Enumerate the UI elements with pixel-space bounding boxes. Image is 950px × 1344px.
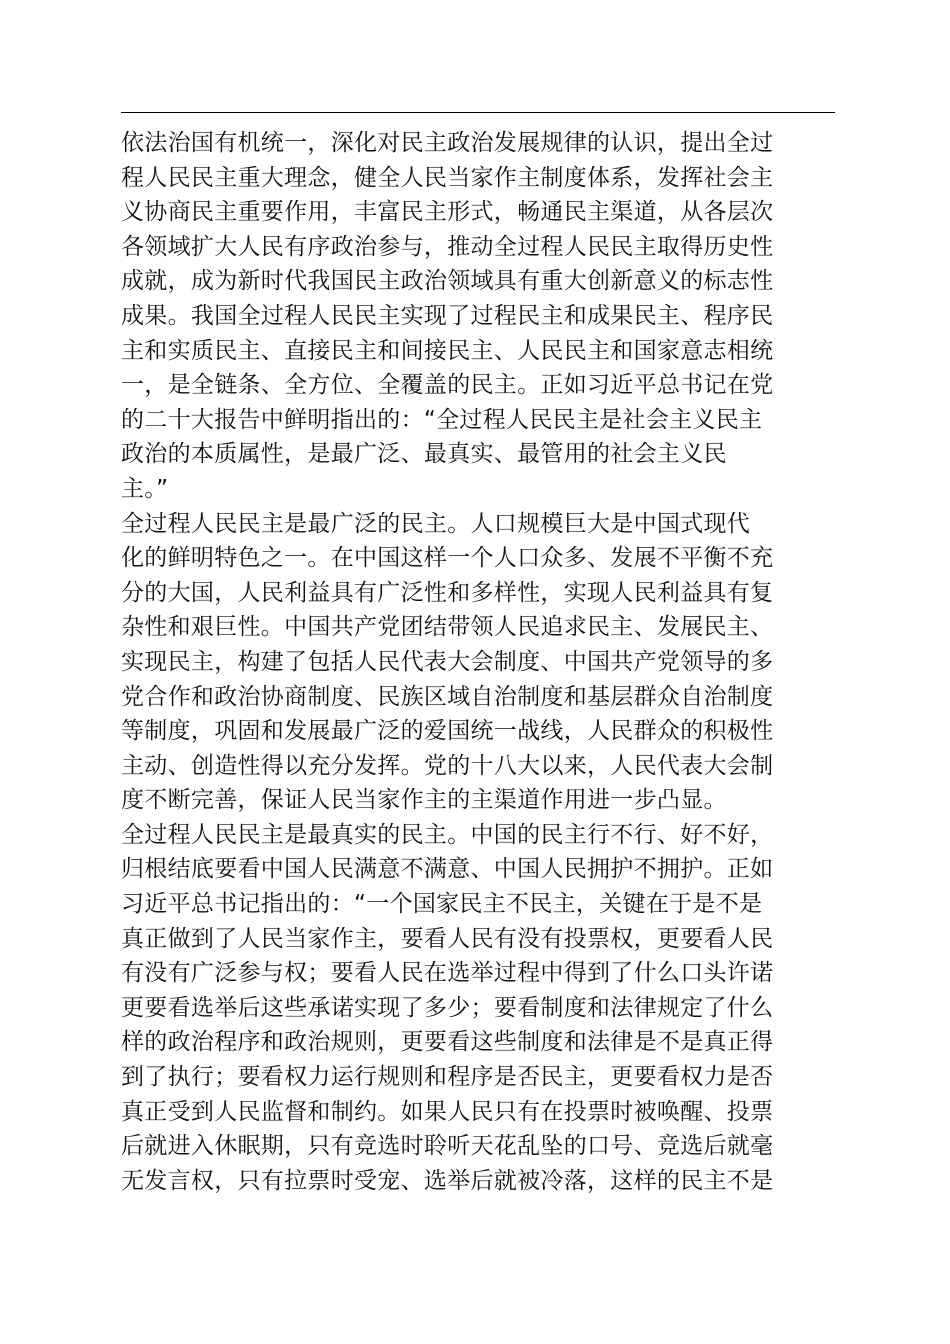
text-line: 一，是全链条、全方位、全覆盖的民主。正如习近平总书记在党	[121, 372, 774, 399]
text-line: 义协商民主重要作用，丰富民主形式，畅通民主渠道，从各层次	[121, 199, 774, 226]
text-line: 习近平总书记指出的：“一个国家民主不民主，关键在于是不是	[121, 891, 763, 918]
text-line: 主。”	[121, 475, 169, 502]
text-line: 实现民主，构建了包括人民代表大会制度、中国共产党领导的多	[121, 648, 774, 675]
text-line: 主和实质民主、直接民主和间接民主、人民民主和国家意志相统	[121, 337, 774, 364]
text-line: 的二十大报告中鲜明指出的：“全过程人民民主是社会主义民主	[121, 406, 763, 433]
text-line: 有没有广泛参与权；要看人民在选举过程中得到了什么口头许诺	[121, 960, 774, 987]
text-line: 化的鲜明特色之一。在中国这样一个人口众多、发展不平衡不充	[121, 545, 774, 572]
paragraph-start-line: 全过程人民民主是最广泛的民主。人口规模巨大是中国式现代	[121, 510, 751, 537]
text-line: 主动、创造性得以充分发挥。党的十八大以来，人民代表大会制	[121, 752, 774, 779]
text-line: 等制度，巩固和发展最广泛的爱国统一战线，人民群众的积极性	[121, 718, 774, 745]
text-line: 样的政治程序和政治规则，更要看这些制度和法律是不是真正得	[121, 1029, 774, 1056]
text-line: 党合作和政治协商制度、民族区域自治制度和基层群众自治制度	[121, 683, 774, 710]
text-line: 成果。我国全过程人民民主实现了过程民主和成果民主、程序民	[121, 302, 774, 329]
text-line: 到了执行；要看权力运行规则和程序是否民主，更要看权力是否	[121, 1064, 774, 1091]
text-line: 程人民民主重大理念，健全人民当家作主制度体系，发挥社会主	[121, 164, 774, 191]
body-text	[121, 126, 861, 1198]
text-line: 杂性和艰巨性。中国共产党团结带领人民追求民主、发展民主、	[121, 614, 774, 641]
paragraph-start-line: 全过程人民民主是最真实的民主。中国的民主行不行、好不好，	[121, 821, 774, 848]
text-line: 无发言权，只有拉票时受宠、选举后就被冷落，这样的民主不是	[121, 1167, 774, 1194]
text-line: 各领域扩大人民有序政治参与，推动全过程人民民主取得历史性	[121, 233, 774, 260]
text-line: 政治的本质属性，是最广泛、最真实、最管用的社会主义民	[121, 441, 727, 468]
header-rule	[121, 112, 835, 113]
text-line: 度不断完善，保证人民当家作主的主渠道作用进一步凸显。	[121, 787, 727, 814]
text-line: 更要看选举后这些承诺实现了多少；要看制度和法律规定了什么	[121, 994, 774, 1021]
text-line: 分的大国，人民利益具有广泛性和多样性，实现人民利益具有复	[121, 579, 774, 606]
text-line: 成就，成为新时代我国民主政治领域具有重大创新意义的标志性	[121, 268, 774, 295]
text-line: 真正做到了人民当家作主，要看人民有没有投票权，更要看人民	[121, 925, 774, 952]
text-line: 依法治国有机统一，深化对民主政治发展规律的认识，提出全过	[121, 130, 774, 156]
text-line: 归根结底要看中国人民满意不满意、中国人民拥护不拥护。正如	[121, 856, 774, 883]
text-line: 后就进入休眠期，只有竞选时聆听天花乱坠的口号、竞选后就毫	[121, 1133, 774, 1160]
text-line: 真正受到人民监督和制约。如果人民只有在投票时被唤醒、投票	[121, 1098, 774, 1125]
